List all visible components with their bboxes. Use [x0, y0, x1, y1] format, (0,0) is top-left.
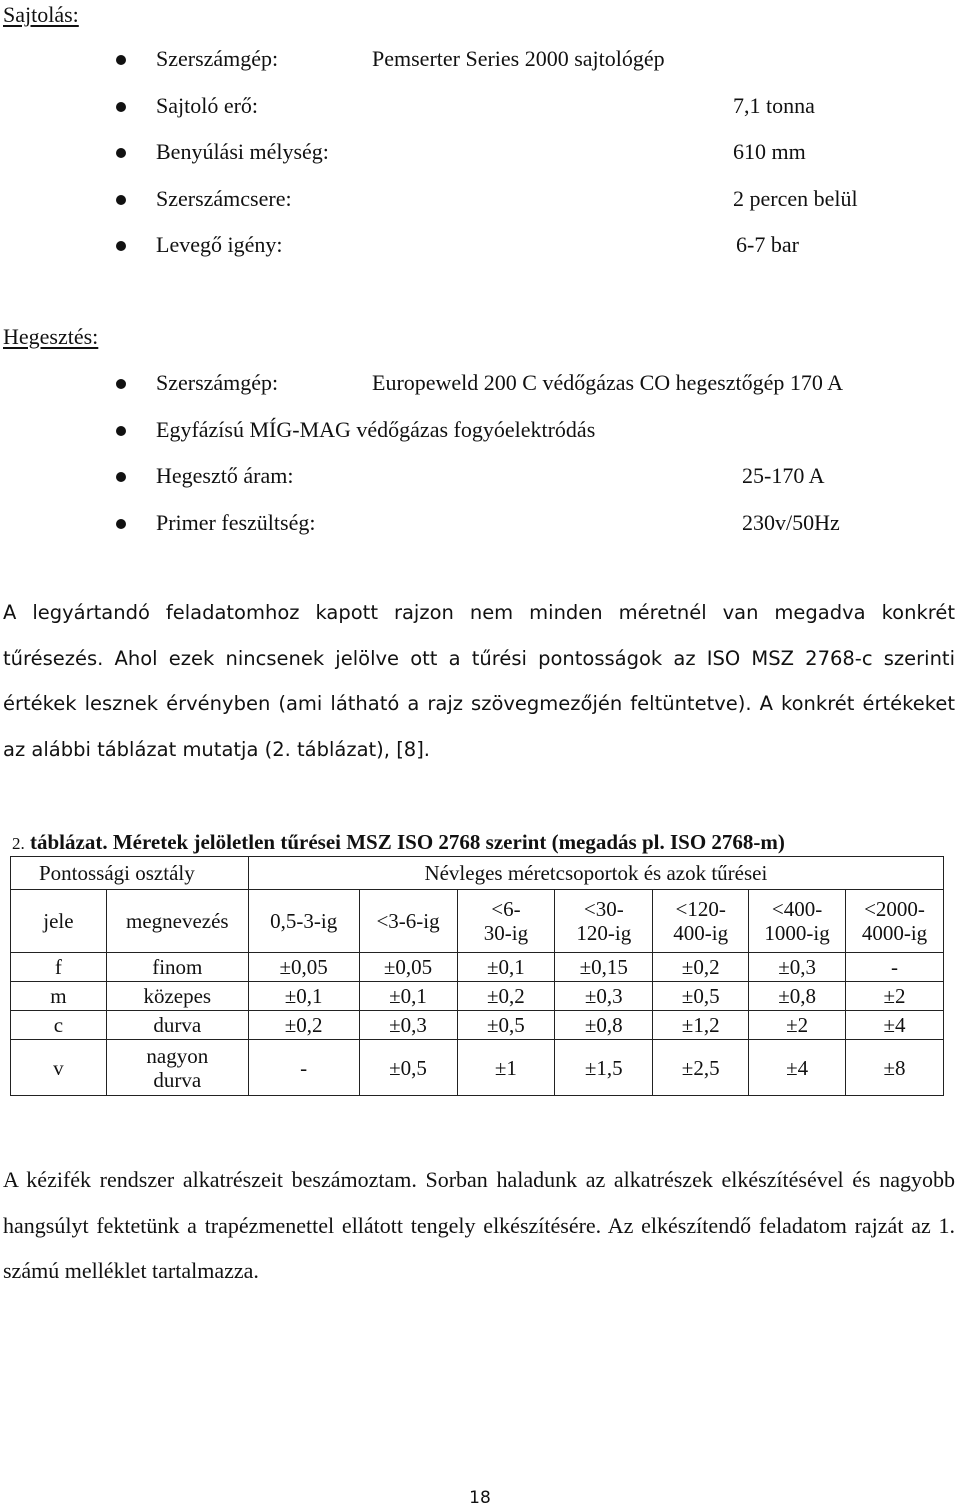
bullet-icon — [116, 195, 126, 205]
table-cell: ±0,5 — [457, 1011, 555, 1040]
header-line: 1000-ig — [764, 921, 830, 945]
section-heading-sajtolas: Sajtolás: — [3, 2, 79, 27]
table-cell: ±0,1 — [457, 953, 555, 982]
bullet-icon — [116, 241, 126, 251]
table-cell: f — [11, 953, 107, 982]
header-line: <30- — [583, 897, 624, 921]
table-header-row — [11, 890, 944, 953]
table-cell: ±0,1 — [359, 982, 457, 1011]
table-caption — [12, 828, 952, 858]
cell-line: durva — [153, 1067, 202, 1092]
table-header-cell: Pontossági osztály — [11, 857, 249, 890]
section-heading-hegesztes: Hegesztés: — [3, 324, 99, 349]
table-cell: ±4 — [749, 1040, 846, 1096]
table-header-cell: <3-6-ig — [359, 890, 457, 953]
table-header-cell — [653, 890, 749, 953]
bullet-icon — [116, 426, 126, 436]
table-cell: finom — [106, 953, 248, 982]
table-cell: ±0,05 — [359, 953, 457, 982]
list-item-label: Benyúlási mélység: — [156, 139, 329, 164]
table-header-cell — [749, 890, 846, 953]
table-cell: ±0,15 — [555, 953, 653, 982]
table-cell: ±0,2 — [457, 982, 555, 1011]
table-cell: ±1,5 — [555, 1040, 653, 1096]
list-item-label: Szerszámgép: — [156, 370, 279, 395]
list-item-value: 610 mm — [733, 139, 806, 164]
list-item-label: Levegő igény: — [156, 232, 283, 257]
list-item-value: 6-7 bar — [736, 232, 799, 257]
header-line: <2000- — [864, 897, 925, 921]
table-cell: ±0,3 — [555, 982, 653, 1011]
list-item-value: 2 percen belül — [733, 185, 858, 211]
table-cell: m — [11, 982, 107, 1011]
header-line: 30-ig — [483, 921, 529, 945]
header-line: <400- — [771, 897, 823, 921]
bullet-icon — [116, 379, 126, 389]
cell-line: nagyon — [146, 1043, 209, 1068]
list-item-label: Hegesztő áram: — [156, 463, 294, 488]
page-number: 18 — [469, 1488, 491, 1508]
table-cell: ±2 — [749, 1011, 846, 1040]
list-item — [0, 93, 960, 140]
table-cell: ±0,2 — [248, 1011, 359, 1040]
table-cell: ±0,05 — [248, 953, 359, 982]
bullet-icon — [116, 472, 126, 482]
header-line: 120-ig — [576, 921, 632, 945]
list-item-value: Europeweld 200 C védőgázas CO hegesztőgép 170 A — [372, 370, 844, 395]
list-item — [0, 510, 960, 557]
table-row — [11, 1011, 944, 1040]
table-cell: durva — [106, 1011, 248, 1040]
table-header-cell — [846, 890, 944, 953]
tolerance-table — [10, 856, 944, 1096]
table-cell: ±0,3 — [749, 953, 846, 982]
list-item-label: Egyfázísú MÍG-MAG védőgázas fogyóelektródás — [156, 416, 596, 442]
list-item-value: 25-170 A — [742, 463, 825, 488]
list-item-label: Primer feszültség: — [156, 509, 316, 535]
body-paragraph: A kézifék rendszer alkatrészeit beszámoztam. Sorban haladunk az alkatrészek elkészítésével és nagyobb hangsúlyt fektetünk a trapézmenettel ellátott tengely elkészítésére. Az elkészítendő feladatom rajzát az 1. számú melléklet tartalmazza. — [3, 1167, 955, 1283]
table-caption-number: 2. — [12, 834, 25, 853]
table-cell: ±0,3 — [359, 1011, 457, 1040]
header-line: 4000-ig — [861, 921, 928, 945]
bullet-icon — [116, 55, 126, 65]
table-cell: ±0,5 — [359, 1040, 457, 1096]
list-item — [0, 463, 960, 510]
list-item-value: 7,1 tonna — [733, 92, 815, 118]
table-row — [11, 1040, 944, 1096]
table-cell: ±0,1 — [248, 982, 359, 1011]
table-cell: - — [846, 953, 944, 982]
table-cell: ±1,2 — [653, 1011, 749, 1040]
header-line: 400-ig — [673, 921, 729, 945]
header-line: <120- — [675, 897, 726, 921]
table-cell: ±4 — [846, 1011, 944, 1040]
sajtolas-list — [0, 46, 960, 279]
bullet-icon — [116, 519, 126, 529]
list-item — [0, 232, 960, 279]
list-item-label: Szerszámcsere: — [156, 185, 292, 211]
bullet-icon — [116, 102, 126, 112]
table-cell: ±8 — [846, 1040, 944, 1096]
table-cell: - — [248, 1040, 359, 1096]
table-cell: ±2 — [846, 982, 944, 1011]
table-cell: ±0,2 — [653, 953, 749, 982]
table-header-cell — [555, 890, 653, 953]
list-item — [0, 417, 960, 464]
table-caption-text: táblázat. Méretek jelöletlen tűrései MSZ ISO 2768 szerint (megadás pl. ISO 2768-m) — [30, 830, 785, 854]
table-header-cell: jele — [11, 890, 107, 953]
table-header-cell: Névleges méretcsoportok és azok tűrései — [248, 857, 943, 890]
body-paragraph: A legyártandó feladatomhoz kapott rajzon nem minden méretnél van megadva konkrét tűrésezés. Ahol ezek nincsenek jelölve ott a tűrési pontosságok az ISO MSZ 2768-c szerinti értékek lesznek érvényben (ami látható a rajz szövegmezőjén feltüntetve). A konkrét értékeket az alábbi táblázat mutatja (2. táblázat), [8]. — [3, 601, 955, 761]
list-item — [0, 370, 960, 417]
table-cell: ±1 — [457, 1040, 555, 1096]
table-row — [11, 982, 944, 1011]
table-cell: v — [11, 1040, 107, 1096]
table-header-cell: 0,5-3-ig — [248, 890, 359, 953]
table-cell: ±0,8 — [749, 982, 846, 1011]
table-cell — [106, 1040, 248, 1096]
table-cell: ±2,5 — [653, 1040, 749, 1096]
list-item-value: 230v/50Hz — [742, 509, 840, 535]
table-header-cell — [457, 890, 555, 953]
table-cell: közepes — [106, 982, 248, 1011]
list-item-value: Pemserter Series 2000 sajtológép — [372, 46, 665, 71]
list-item-label: Sajtoló erő: — [156, 92, 259, 118]
table-header-row — [11, 857, 944, 890]
list-item — [0, 186, 960, 233]
list-item — [0, 139, 960, 186]
list-item-label: Szerszámgép: — [156, 46, 279, 71]
table-cell: c — [11, 1011, 107, 1040]
table-header-cell: megnevezés — [106, 890, 248, 953]
table-cell: ±0,5 — [653, 982, 749, 1011]
list-item — [0, 46, 960, 93]
bullet-icon — [116, 148, 126, 158]
header-line: <6- — [491, 897, 521, 921]
hegesztes-list — [0, 370, 960, 556]
table-row — [11, 953, 944, 982]
table-cell: ±0,8 — [555, 1011, 653, 1040]
